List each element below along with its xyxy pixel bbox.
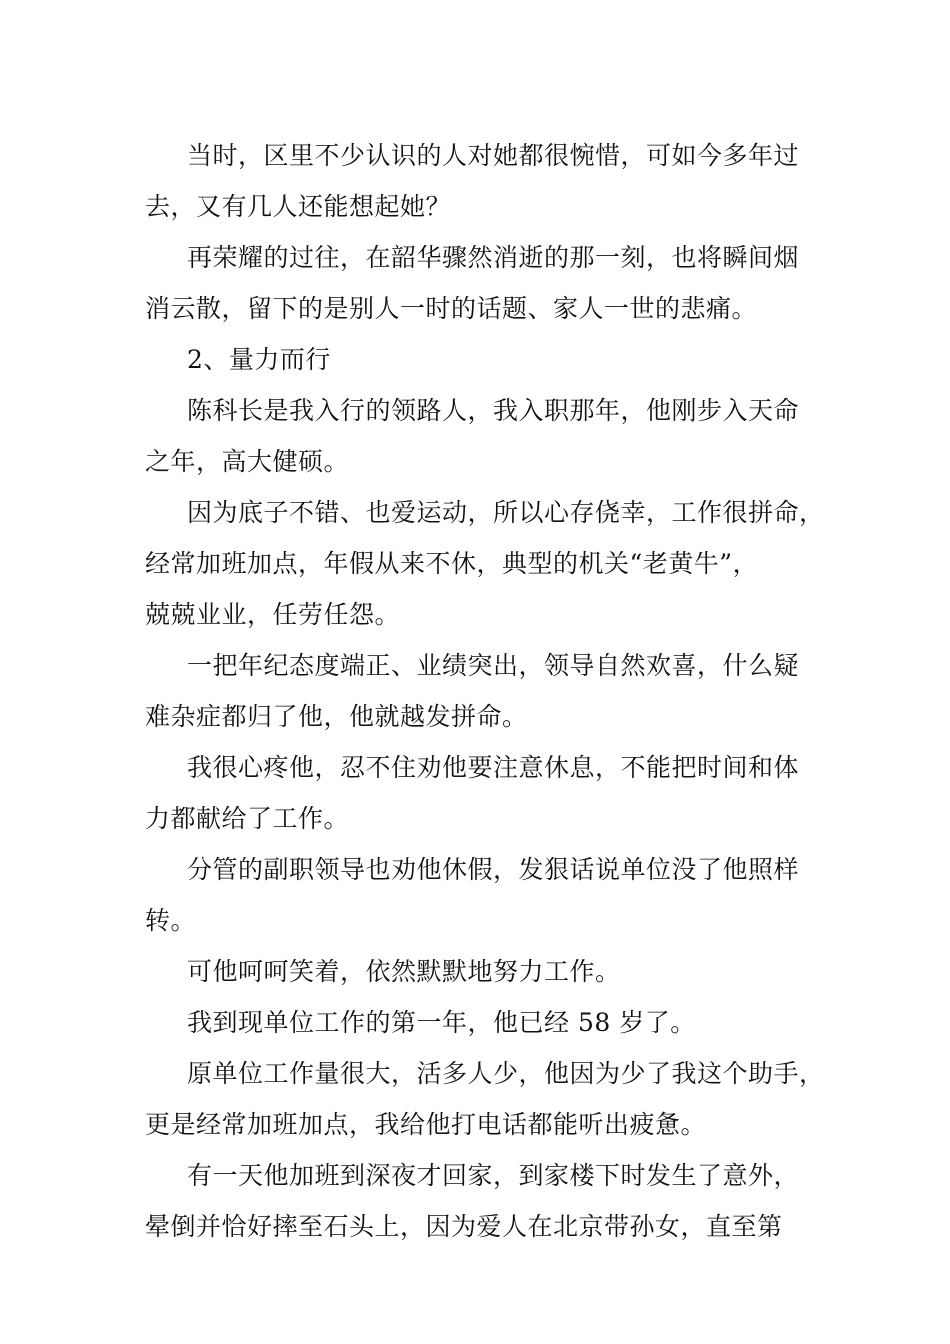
text-line: 当时，区里不少认识的人对她都很惋惜，可如今多年过 xyxy=(187,141,800,170)
text-line: 原单位工作量很大，活多人少，他因为少了我这个助手， xyxy=(187,1059,825,1088)
text-line: 去，又有几人还能想起她？ xyxy=(145,192,452,221)
document-body xyxy=(145,130,825,1252)
paragraph xyxy=(145,640,825,742)
text-line: 可他呵呵笑着，依然默默地努力工作。 xyxy=(187,957,621,986)
text-line: 有一天他加班到深夜才回家，到家楼下时发生了意外， xyxy=(187,1161,800,1190)
text-line: 之年，高大健硕。 xyxy=(145,447,350,476)
text-line: 我到现单位工作的第一年，他已经 58 岁了。 xyxy=(187,1008,696,1037)
paragraph xyxy=(145,946,825,997)
text-line: 因为底子不错、也爱运动，所以心存侥幸，工作很拼命， xyxy=(187,498,825,527)
text-line: 难杂症都归了他，他就越发拼命。 xyxy=(145,702,528,731)
text-line: 兢兢业业，任劳任怨。 xyxy=(145,600,401,629)
text-line: 分管的副职领导也劝他休假，发狠话说单位没了他照样 xyxy=(187,855,800,884)
paragraph xyxy=(145,232,825,334)
paragraph xyxy=(145,997,825,1048)
text-line: 再荣耀的过往，在韶华骤然消逝的那一刻，也将瞬间烟 xyxy=(187,243,800,272)
text-line: 消云散，留下的是别人一时的话题、家人一世的悲痛。 xyxy=(145,294,758,323)
paragraph xyxy=(145,385,825,487)
text-line: 更是经常加班加点，我给他打电话都能听出疲惫。 xyxy=(145,1110,707,1139)
text-line: 经常加班加点，年假从来不休，典型的机关“老黄牛”， xyxy=(145,549,759,578)
section-heading xyxy=(145,334,825,385)
text-line: 转。 xyxy=(145,906,197,935)
paragraph xyxy=(145,130,825,232)
text-line: 陈科长是我入行的领路人，我入职那年，他刚步入天命 xyxy=(187,396,800,425)
text-line: 晕倒并恰好摔至石头上，因为爱人在北京带孙女，直至第 xyxy=(145,1212,783,1241)
paragraph xyxy=(145,1048,825,1150)
text-line: 我很心疼他，忍不住劝他要注意休息，不能把时间和体 xyxy=(187,753,800,782)
paragraph xyxy=(145,487,825,640)
text-line: 2、量力而行 xyxy=(187,345,331,374)
paragraph xyxy=(145,1150,825,1252)
text-line: 力都献给了工作。 xyxy=(145,804,350,833)
paragraph xyxy=(145,844,825,946)
text-line: 一把年纪态度端正、业绩突出，领导自然欢喜，什么疑 xyxy=(187,651,800,680)
paragraph xyxy=(145,742,825,844)
